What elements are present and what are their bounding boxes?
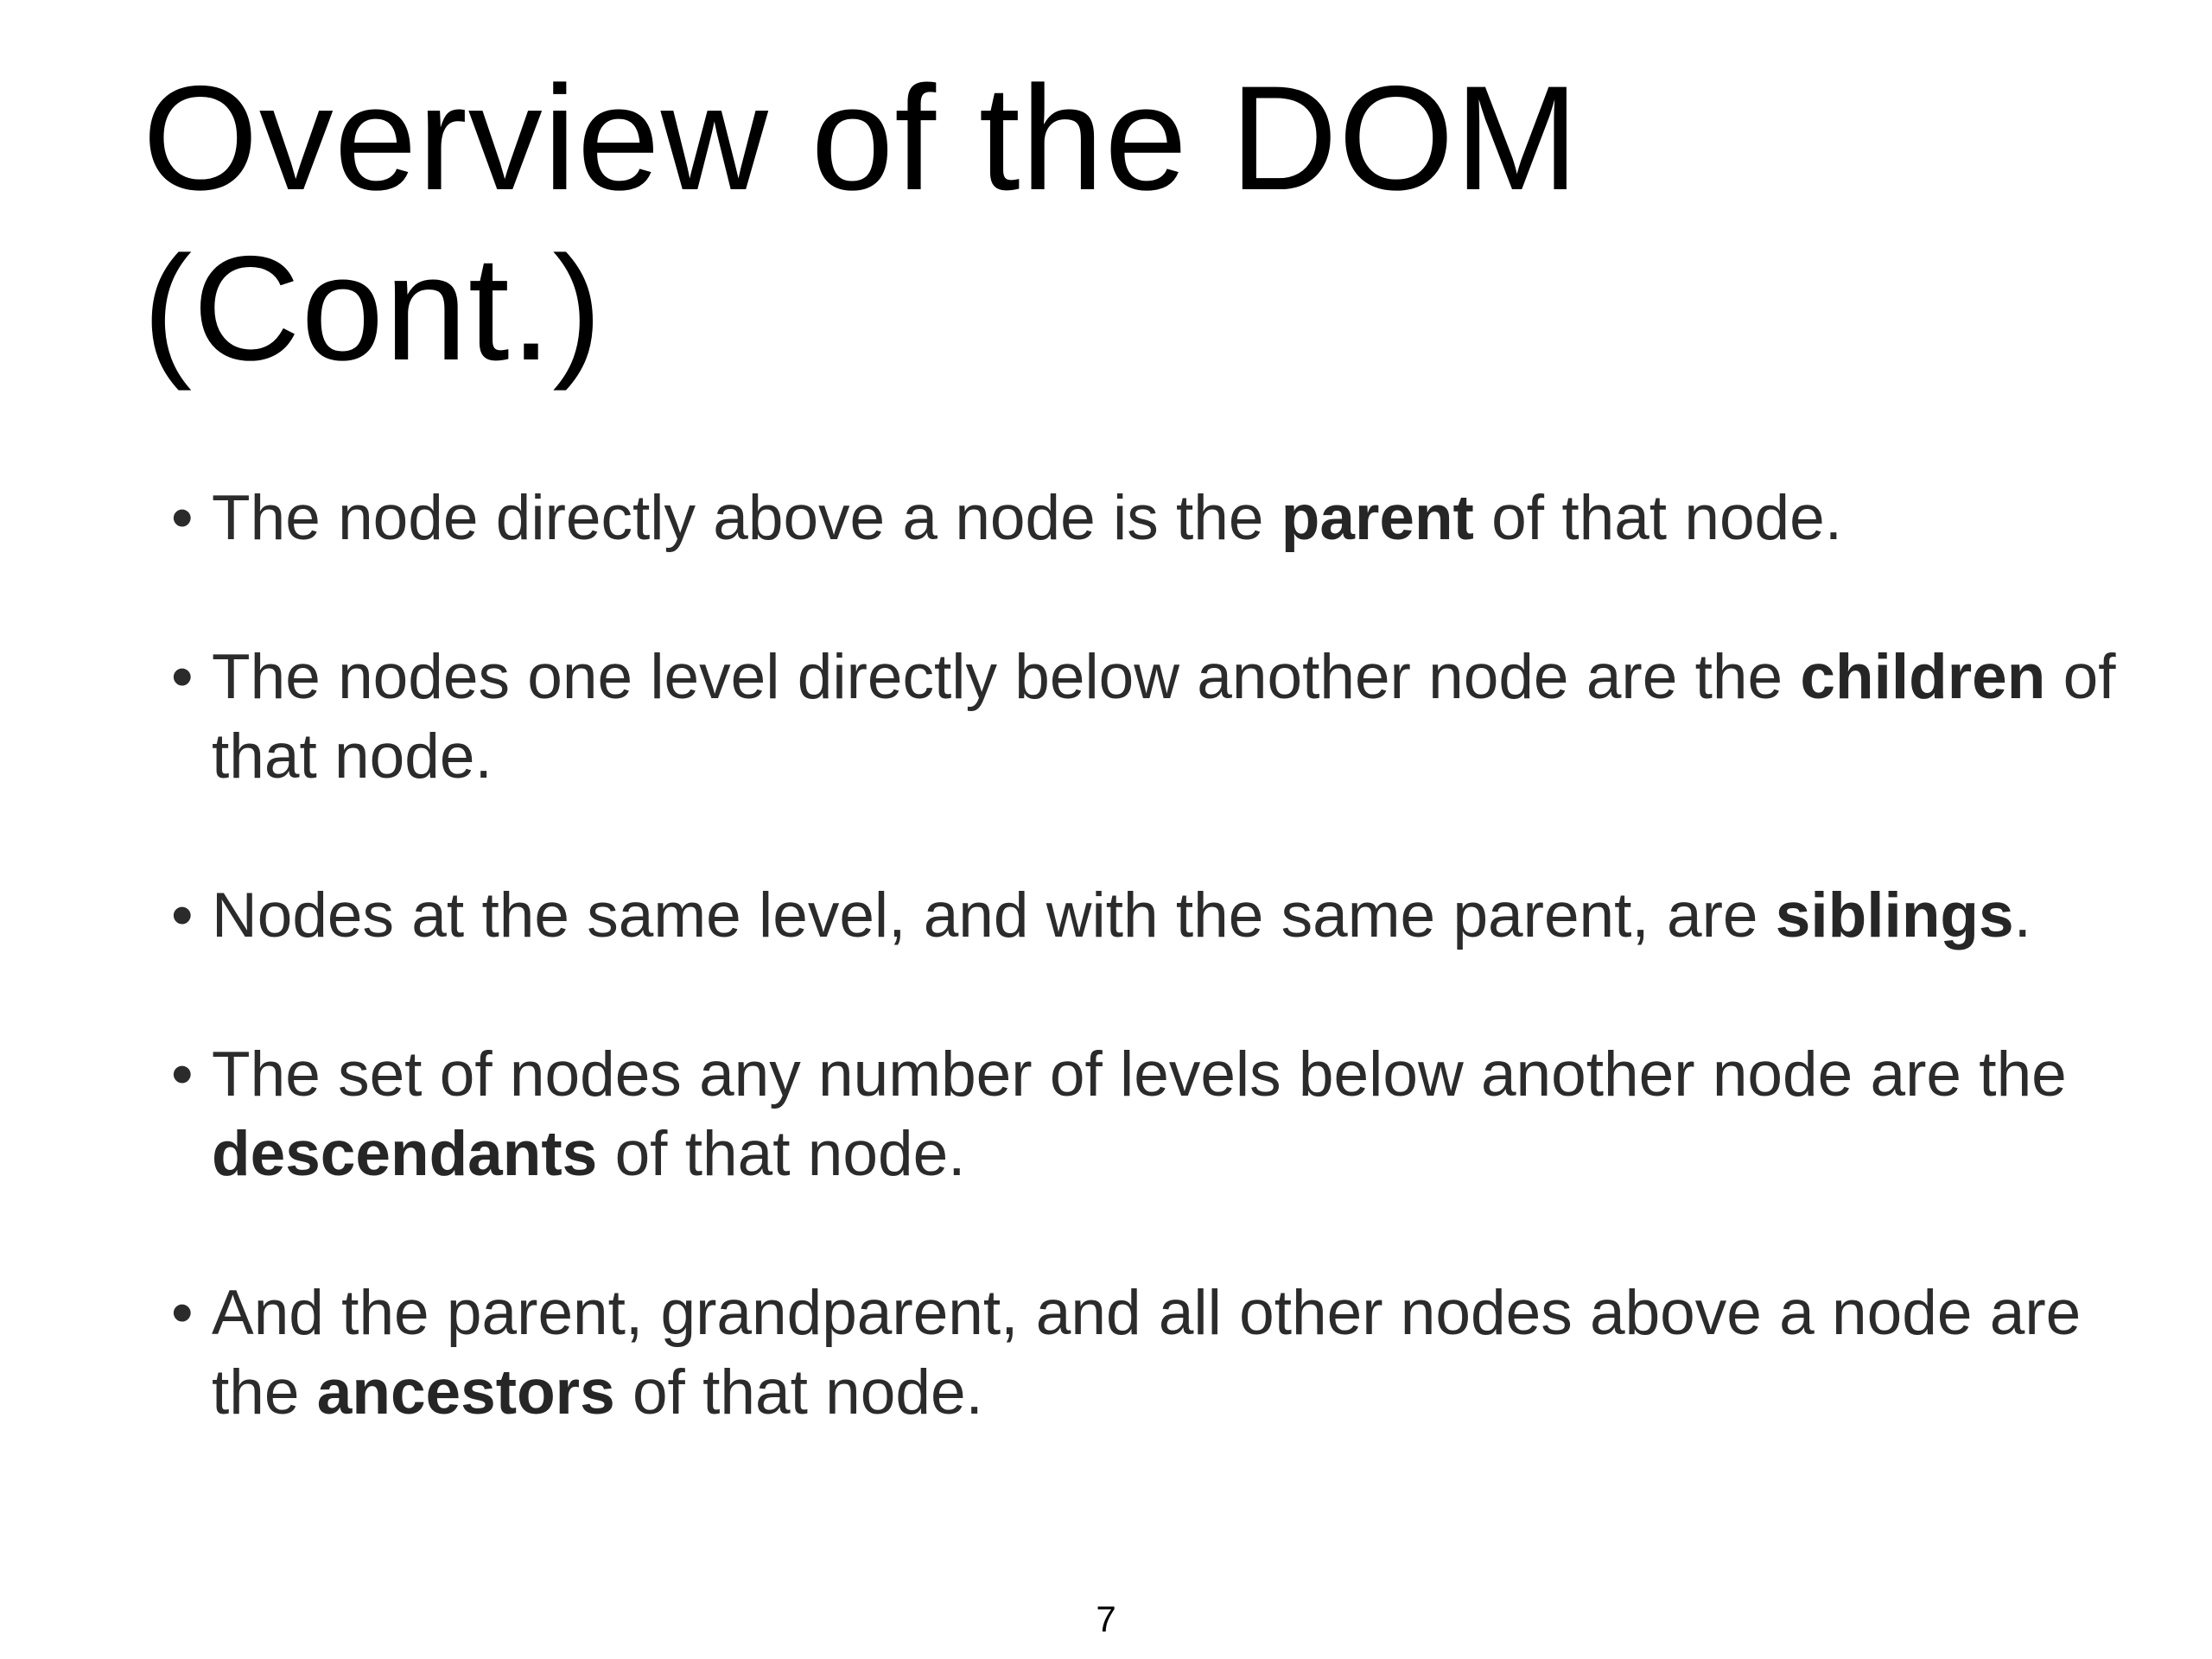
slide-title-line-2: (Cont.) (143, 226, 603, 391)
bullet-text-before: Nodes at the same level, and with the same parent, are (212, 880, 1776, 950)
page-number: 7 (1096, 1599, 1116, 1639)
bullet-text (212, 1278, 2081, 1427)
bullet-term-ancestors: ancestors (316, 1357, 615, 1427)
bullet-text-before: And the parent, grandparent, and all other nodes above a node are the (212, 1278, 2082, 1427)
bullet-text-before: The set of nodes any number of levels below another node are the (212, 1039, 2067, 1109)
bullet-item-ancestors (171, 1274, 2158, 1433)
bullet-marker: • (171, 880, 194, 950)
bullet-text (212, 880, 2031, 950)
bullet-item-siblings (171, 876, 2158, 956)
bullet-term-children: children (1800, 642, 2046, 712)
bullet-text-after: of that node. (614, 1357, 983, 1427)
bullet-text-before: The node directly above a node is the (212, 483, 1281, 553)
bullet-marker: • (171, 1039, 194, 1109)
bullet-item-children (171, 638, 2158, 797)
bullet-item-parent (171, 479, 2158, 558)
bullet-text-after: . (2013, 880, 2031, 950)
slide-title (143, 54, 1957, 394)
bullet-term-descendants: descendants (212, 1119, 598, 1189)
bullet-list (171, 479, 2158, 1512)
bullet-text-after: of that node. (597, 1119, 966, 1189)
bullet-text-after: of that node. (212, 642, 2116, 791)
bullet-item-descendants (171, 1035, 2158, 1194)
bullet-term-siblings: siblings (1775, 880, 2014, 950)
bullet-marker: • (171, 1278, 194, 1348)
bullet-text (212, 483, 1842, 553)
bullet-text-after: of that node. (1473, 483, 1843, 553)
bullet-marker: • (171, 483, 194, 553)
bullet-text (212, 1039, 2067, 1189)
bullet-marker: • (171, 642, 194, 712)
bullet-text (212, 642, 2116, 791)
bullet-term-parent: parent (1281, 483, 1474, 553)
bullet-text-before: The nodes one level directly below another node are the (212, 642, 1801, 712)
slide-title-line-1: Overview of the DOM (143, 55, 1580, 221)
